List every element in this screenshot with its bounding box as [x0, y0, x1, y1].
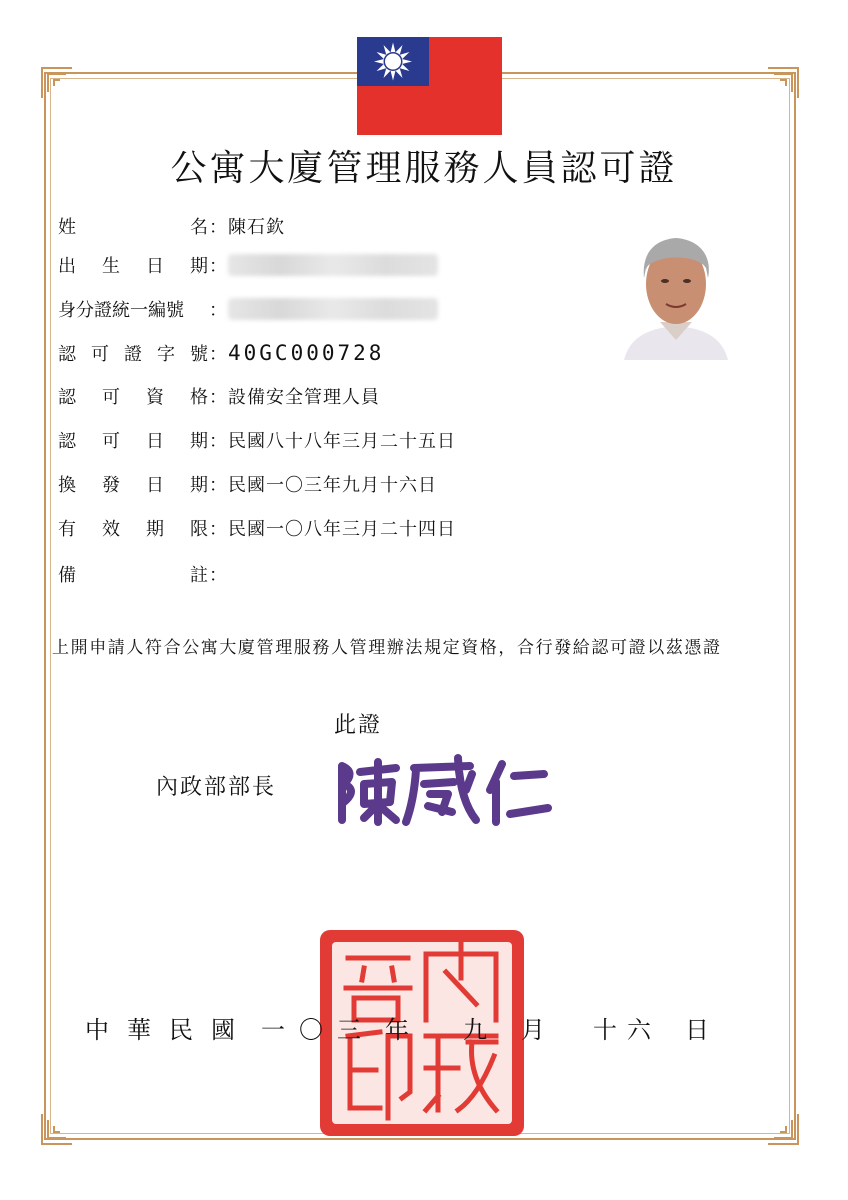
minister-title: 內政部部長: [156, 775, 277, 800]
corner-ornament-top-left-icon: [40, 66, 74, 100]
date-month-unit: 月: [521, 1016, 545, 1044]
field-label-approval-date: 認 可 日 期: [58, 431, 208, 452]
field-row-id-number: [58, 295, 438, 323]
corner-ornament-bottom-left-icon: [40, 1112, 74, 1146]
field-colon: ：: [209, 387, 227, 408]
field-label-reissue-date: 換 發 日 期: [58, 475, 208, 496]
date-day: 十六: [593, 1016, 661, 1044]
field-value-reissue-date: 民國一〇三年九月十六日: [228, 475, 437, 496]
date-year: 一〇三: [261, 1016, 375, 1044]
field-row-qualification: [58, 382, 380, 410]
field-label-qualification: 認 可 資 格: [58, 387, 208, 408]
field-colon: ：: [209, 475, 227, 496]
closing-text: 此證: [334, 713, 383, 738]
field-label-certificate-number: 認 可 證 字 號: [58, 344, 208, 365]
field-row-remarks: [58, 560, 228, 588]
field-label-birthdate: 出 生 日 期: [58, 256, 208, 277]
field-value-qualification: 設備安全管理人員: [228, 387, 380, 408]
field-value-certificate-number: 40GC000728: [228, 341, 385, 365]
field-label-name: 姓 名: [58, 217, 208, 238]
field-row-name: [58, 212, 285, 240]
field-row-approval-date: [58, 426, 456, 454]
corner-ornament-bottom-right-icon: [766, 1112, 800, 1146]
redacted-id-number: [228, 298, 438, 320]
field-colon: ：: [209, 431, 227, 452]
field-colon: ：: [209, 256, 227, 277]
field-colon: ：: [209, 344, 227, 365]
national-flag-icon: [357, 37, 502, 135]
field-label-id-number: 身分證統一編號: [58, 300, 184, 321]
field-value-approval-date: 民國八十八年三月二十五日: [228, 431, 456, 452]
field-row-reissue-date: [58, 470, 437, 498]
redacted-birthdate: [228, 254, 438, 276]
field-colon: ：: [209, 519, 227, 540]
issue-date: [85, 1010, 725, 1046]
field-colon: ：: [209, 217, 227, 238]
corner-ornament-top-right-icon: [766, 66, 800, 100]
date-year-unit: 年: [385, 1016, 409, 1044]
field-label-remarks: 備 註: [58, 565, 208, 586]
date-era: 中華民國: [85, 1016, 253, 1044]
field-label-expiry-date: 有 效 期 限: [58, 519, 208, 540]
field-row-expiry-date: [58, 514, 456, 542]
field-value-name: 陳石欽: [228, 217, 285, 238]
date-day-unit: 日: [685, 1016, 709, 1044]
certificate-title: 公寓大廈管理服務人員認可證: [170, 148, 678, 189]
holder-photo: [620, 218, 732, 360]
date-month: 九: [463, 1016, 487, 1044]
certification-statement: 上開申請人符合公寓大廈管理服務人管理辦法規定資格，合行發給認可證以茲憑證: [52, 638, 722, 658]
field-row-certificate-number: [58, 339, 384, 367]
field-value-expiry-date: 民國一〇八年三月二十四日: [228, 519, 456, 540]
field-row-birthdate: [58, 251, 438, 279]
field-colon: ：: [209, 565, 227, 586]
minister-signature: [330, 750, 560, 830]
field-colon: ：: [209, 300, 227, 321]
